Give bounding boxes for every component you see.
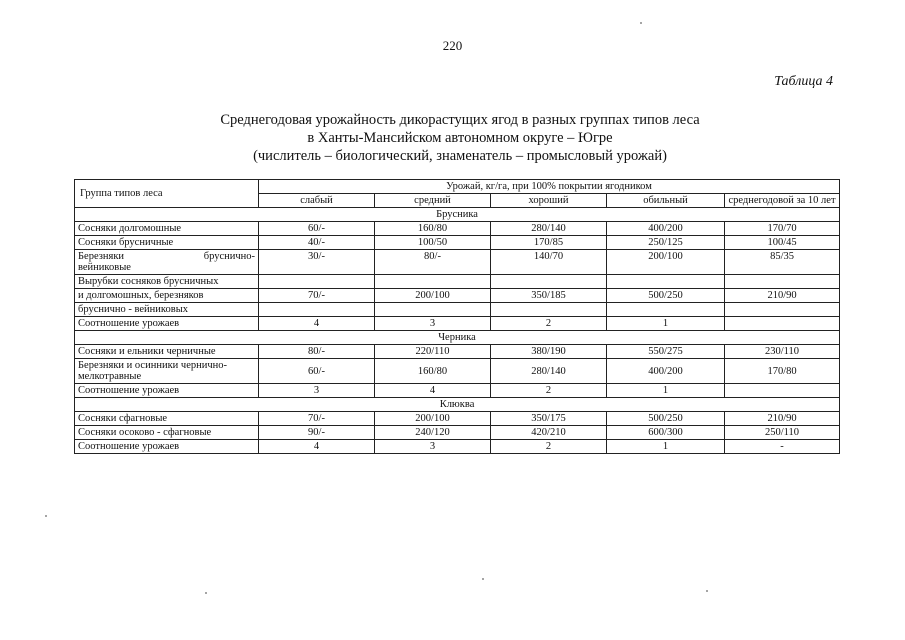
- section-title: Клюква: [75, 398, 840, 412]
- scan-speck: [205, 592, 207, 594]
- cell-average: 85/35: [725, 250, 840, 275]
- cell-good: 2: [491, 440, 607, 454]
- cell-average: 230/110: [725, 345, 840, 359]
- cell-abundant: 1: [607, 384, 725, 398]
- table-label: Таблица 4: [774, 74, 833, 89]
- cell-medium: 200/100: [375, 412, 491, 426]
- header-col-abundant: обильный: [607, 194, 725, 208]
- cell-good: 420/210: [491, 426, 607, 440]
- row-label: Соотношение урожаев: [75, 384, 259, 398]
- cell-medium: 220/110: [375, 345, 491, 359]
- cell-empty: [259, 275, 375, 289]
- row-label: Соотношение урожаев: [75, 317, 259, 331]
- cell-abundant: 1: [607, 440, 725, 454]
- cell-empty: [491, 275, 607, 289]
- cell-empty: [725, 303, 840, 317]
- cell-abundant: 500/250: [607, 289, 725, 303]
- yield-table: [74, 179, 840, 454]
- cell-weak: 60/-: [259, 359, 375, 384]
- cell-abundant: 400/200: [607, 359, 725, 384]
- cell-weak: 3: [259, 384, 375, 398]
- cell-abundant: 200/100: [607, 250, 725, 275]
- header-col-average: среднегодовой за 10 лет: [725, 194, 840, 208]
- cell-medium: 4: [375, 384, 491, 398]
- table-row: [75, 440, 840, 454]
- table-row: [75, 412, 840, 426]
- cell-empty: [607, 303, 725, 317]
- cell-weak: 90/-: [259, 426, 375, 440]
- scan-speck: [482, 578, 484, 580]
- cell-weak: 70/-: [259, 289, 375, 303]
- row-label-part: Березняки и осинники чернично-: [78, 360, 227, 371]
- cell-abundant: 600/300: [607, 426, 725, 440]
- table-row: [75, 303, 840, 317]
- cell-good: 350/185: [491, 289, 607, 303]
- cell-empty: [375, 303, 491, 317]
- row-label-part: вейниковые: [78, 262, 131, 273]
- row-label: и долгомошных, березняков: [75, 289, 259, 303]
- cell-weak: 40/-: [259, 236, 375, 250]
- row-label: Соотношение урожаев: [75, 440, 259, 454]
- row-label: Сосняки брусничные: [75, 236, 259, 250]
- cell-good: 140/70: [491, 250, 607, 275]
- section-title: Черника: [75, 331, 840, 345]
- title-line-2: в Ханты-Мансийском автономном округе – Югре: [307, 130, 613, 146]
- table-title: [160, 111, 760, 165]
- scan-speck: [45, 515, 47, 517]
- row-label: [75, 359, 259, 384]
- scan-speck: [640, 22, 642, 24]
- cell-average: 210/90: [725, 289, 840, 303]
- cell-abundant: 400/200: [607, 222, 725, 236]
- cell-average: 250/110: [725, 426, 840, 440]
- cell-good: 350/175: [491, 412, 607, 426]
- cell-medium: 160/80: [375, 222, 491, 236]
- cell-abundant: 1: [607, 317, 725, 331]
- table-row: [75, 250, 840, 275]
- cell-medium: 80/-: [375, 250, 491, 275]
- cell-good: 2: [491, 384, 607, 398]
- cell-abundant: 500/250: [607, 412, 725, 426]
- table-row: [75, 289, 840, 303]
- table-row: [75, 222, 840, 236]
- table-row: [75, 236, 840, 250]
- row-label-part: бруснично-: [203, 251, 255, 262]
- title-line-1: Среднегодовая урожайность дикорастущих ягод в разных группах типов леса: [220, 112, 700, 128]
- table-row: [75, 317, 840, 331]
- cell-empty: [375, 275, 491, 289]
- row-label: Сосняки и ельники черничные: [75, 345, 259, 359]
- cell-good: 170/85: [491, 236, 607, 250]
- page-number: 220: [442, 38, 463, 53]
- section-header-brusnika: [75, 208, 840, 222]
- section-header-klyukva: [75, 398, 840, 412]
- header-group-col: Группа типов леса: [75, 180, 259, 208]
- row-label: [75, 250, 259, 275]
- cell-medium: 3: [375, 440, 491, 454]
- header-col-medium: средний: [375, 194, 491, 208]
- cell-medium: 100/50: [375, 236, 491, 250]
- cell-average: -: [725, 440, 840, 454]
- cell-average: 170/70: [725, 222, 840, 236]
- cell-medium: 240/120: [375, 426, 491, 440]
- table-row: [75, 359, 840, 384]
- cell-good: 380/190: [491, 345, 607, 359]
- header-col-weak: слабый: [259, 194, 375, 208]
- cell-average: 170/80: [725, 359, 840, 384]
- section-title: Брусника: [75, 208, 840, 222]
- cell-good: 2: [491, 317, 607, 331]
- row-label: Сосняки сфагновые: [75, 412, 259, 426]
- row-label-part: Березняки: [78, 251, 125, 262]
- row-label: Сосняки осоково - сфагновые: [75, 426, 259, 440]
- header-yield-span: Урожай, кг/га, при 100% покрытии ягодником: [259, 180, 840, 194]
- cell-empty: [607, 275, 725, 289]
- row-label: Сосняки долгомошные: [75, 222, 259, 236]
- cell-average: 210/90: [725, 412, 840, 426]
- scan-speck: [706, 590, 708, 592]
- row-label: Вырубки сосняков брусничных: [75, 275, 259, 289]
- cell-average: [725, 384, 840, 398]
- cell-empty: [491, 303, 607, 317]
- cell-empty: [725, 275, 840, 289]
- title-line-3: (числитель – биологический, знаменатель – промысловый урожай): [253, 148, 667, 164]
- header-col-good: хороший: [491, 194, 607, 208]
- cell-average: [725, 317, 840, 331]
- cell-weak: 4: [259, 440, 375, 454]
- cell-weak: 60/-: [259, 222, 375, 236]
- cell-good: 280/140: [491, 359, 607, 384]
- cell-abundant: 250/125: [607, 236, 725, 250]
- header-row-1: [75, 180, 840, 194]
- table-row: [75, 426, 840, 440]
- cell-good: 280/140: [491, 222, 607, 236]
- cell-medium: 200/100: [375, 289, 491, 303]
- cell-average: 100/45: [725, 236, 840, 250]
- cell-empty: [259, 303, 375, 317]
- section-header-chernika: [75, 331, 840, 345]
- cell-abundant: 550/275: [607, 345, 725, 359]
- table-row: [75, 345, 840, 359]
- cell-weak: 30/-: [259, 250, 375, 275]
- cell-medium: 3: [375, 317, 491, 331]
- row-label: бруснично - вейниковых: [75, 303, 259, 317]
- table-row: [75, 384, 840, 398]
- cell-weak: 4: [259, 317, 375, 331]
- cell-medium: 160/80: [375, 359, 491, 384]
- cell-weak: 80/-: [259, 345, 375, 359]
- cell-weak: 70/-: [259, 412, 375, 426]
- row-label-part: мелкотравные: [78, 371, 142, 382]
- table-row: [75, 275, 840, 289]
